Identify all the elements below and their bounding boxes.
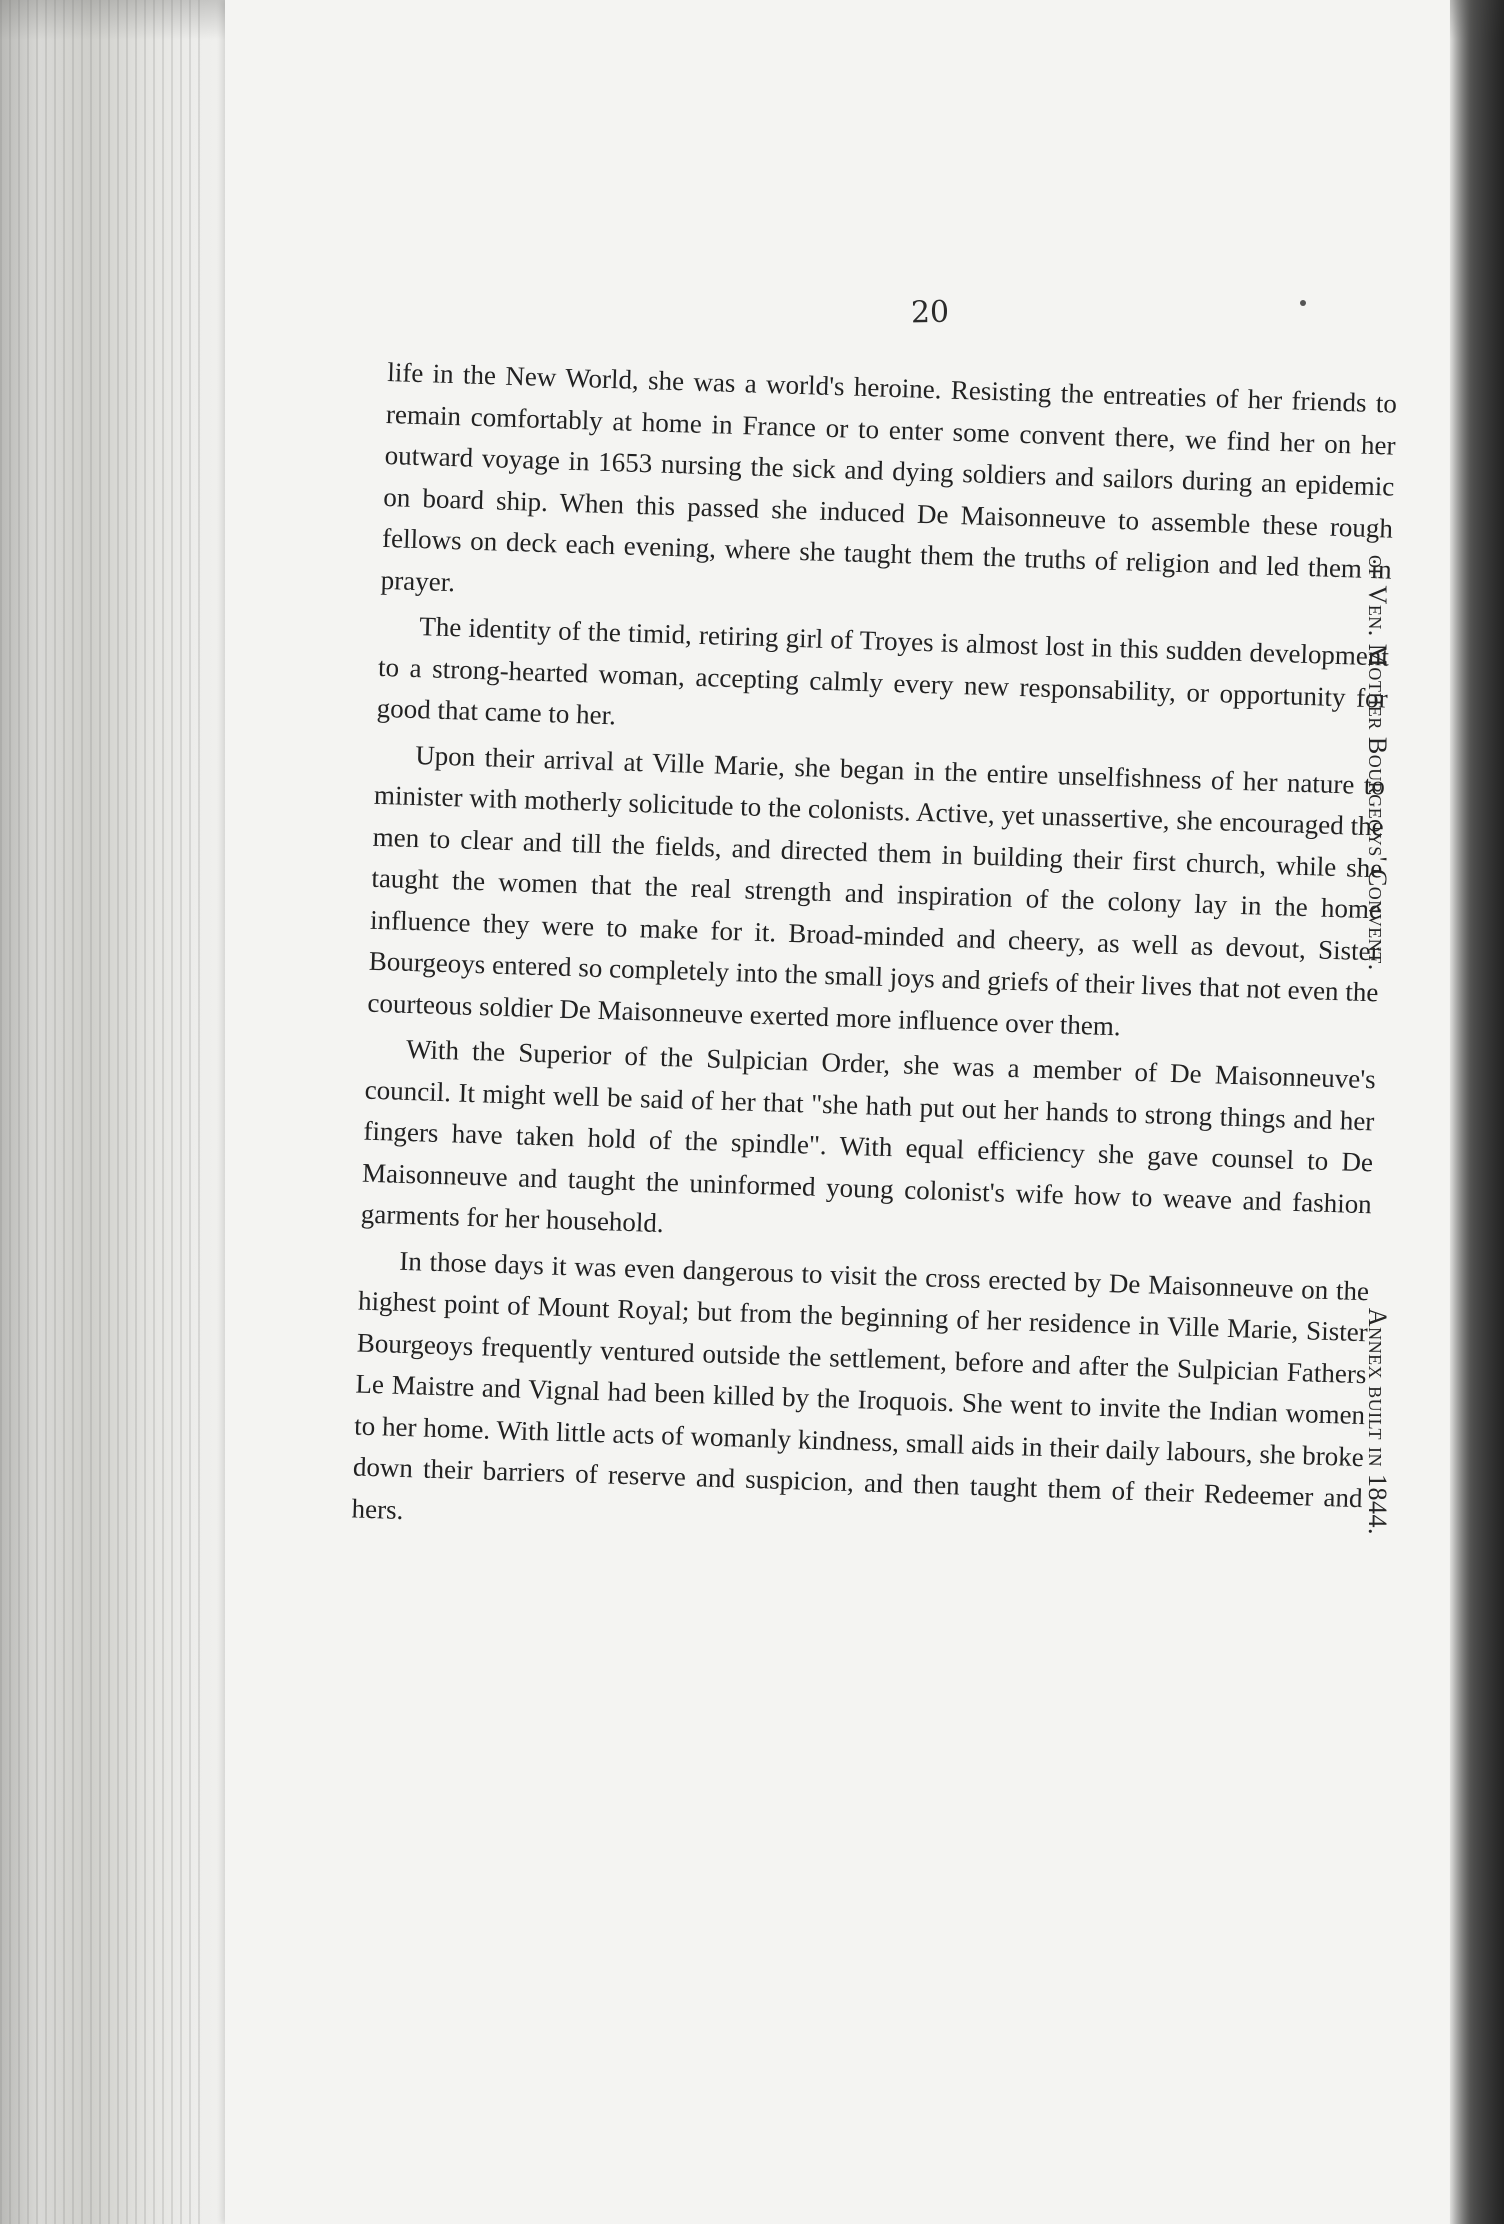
paragraph-1: life in the New World, she was a world's heroine. Resisting the entreaties of her friends to remain comfortably at home in France or to enter some convent there, we find her on her outward voyage in 1653 nursing the sick and dying soldiers and sailors during an epidemic on board ship. When this passed she induced De Maisonneuve to assemble these rough fellows on deck each evening, where she taught them the truths of religion and led them in prayer.	[380, 356, 1398, 597]
stacked-page-edges	[0, 0, 200, 2224]
side-header-convent: of Ven. Mother Bourgeoys' Convent.	[1363, 555, 1392, 971]
paragraph-2: The identity of the timid, retiring girl of Troyes is almost lost in this sudden development to a strong-hearted woman, accepting calmly every new responsability, or opportunity for good that came to her.	[376, 611, 1390, 731]
side-running-header	[1352, 555, 1392, 1535]
body-text	[351, 352, 1398, 1565]
page-number: 20	[910, 294, 950, 331]
side-header-annex: Annex built in 1844.	[1363, 1307, 1392, 1535]
paragraph-4: With the Superior of the Sulpician Order, she was a member of De Maisonneuve's council. It might well be said of her that "she hath put out her hands to strong things and her fingers have taken hold of the spindle". With equal efficiency she gave counsel to De Maisonneuve and taught the uninformed young colonist's wife how to weave and fashion garments for her household.	[360, 1033, 1377, 1239]
binding-edge	[1449, 0, 1504, 2224]
ink-speck	[1300, 300, 1306, 306]
paragraph-5: In those days it was even dangerous to visit the cross erected by De Maisonneuve on the highest point of Mount Royal; but from the beginning of her residence in Ville Marie, Sister Bourgeoys frequently ventured outside the settlement, before and after the Sulpician Fathers Le Maistre and Vignal had been killed by the Iroquois. She went to invite the Indian women to her home. With little acts of womanly kindness, small aids in their daily labours, she broke down their barriers of reserve and suspicion, and then taught them of their Redeemer and hers.	[351, 1245, 1370, 1525]
paragraph-3: Upon their arrival at Ville Marie, she began in the entire unselfishness of her nature to minister with motherly solicitude to the colonists. Active, yet unassertive, she encouraged the men to clear and till the fields, and directed them in building their first church, while she taught the women that the real strength and inspiration of the colony lay in the home influence they were to make for it. Broad-minded and cheery, as well as devout, Sister Bourgeoys entered so completely into the small joys and griefs of their lives that not even the courteous soldier De Maisonneuve exerted more influence over them.	[367, 739, 1386, 1041]
